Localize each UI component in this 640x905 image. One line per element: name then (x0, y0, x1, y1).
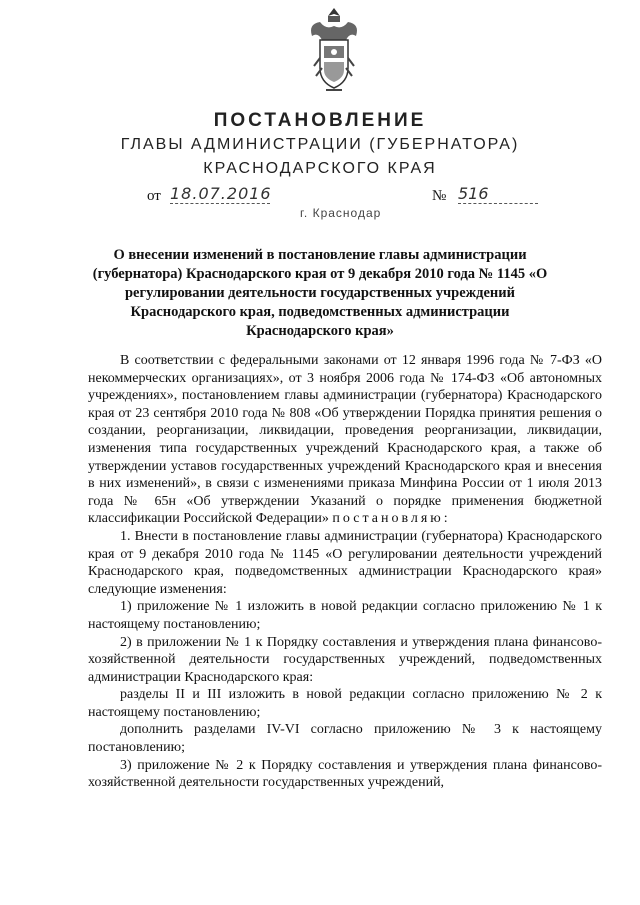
subitem-2b: дополнить разделами IV-VI согласно приложению № 3 к настоящему постановлению; (88, 722, 602, 756)
preamble-paragraph (88, 352, 602, 528)
subitem-1: 1) приложение № 1 изложить в новой редакции согласно приложению № 1 к настоящему постановлению; (88, 599, 602, 632)
document-body (88, 352, 602, 792)
subitem-2a: разделы II и III изложить в новой редакции согласно приложению № 2 к настоящему постановлению; (88, 687, 602, 720)
doc-type-heading: ПОСТАНОВЛЕНИЕ (213, 110, 427, 131)
date-number-line (0, 186, 640, 226)
resolve-word: постановляю: (332, 511, 451, 527)
date-prefix: от (147, 188, 161, 204)
region-heading: КРАСНОДАРСКОГО КРАЯ (203, 160, 437, 177)
handwritten-number: 516 (458, 184, 538, 204)
city-label: г. Краснодар (300, 206, 382, 220)
number-prefix: № (432, 188, 447, 204)
coat-of-arms-icon (306, 6, 362, 96)
item-1: 1. Внести в постановление главы администрации (губернатора) Краснодарского края от 9 декабря 2010 года № 1145 «О регулировании деятельности учреждений Краснодарского края, подведомственных администрации Краснодарского края» следующие изменения: (88, 528, 602, 597)
document-title: О внесении изменений в постановление главы администрации (губернатора) Краснодарского края от 9 декабря 2010 года № 1145 «О регулировании деятельности государственных учреждений Краснодарского края, подведомственных администрации Краснодарского края» (92, 247, 548, 339)
subitem-2: 2) в приложении № 1 к Порядку составления и утверждения плана финансово-хозяйственной деятельности государственных учреждений, подведомственных администрации Краснодарского края: (88, 634, 602, 685)
subitem-3: 3) приложение № 2 к Порядку составления и утверждения плана финансово-хозяйственной деятельности государственных учреждений, (88, 757, 602, 791)
authority-heading: ГЛАВЫ АДМИНИСТРАЦИИ (ГУБЕРНАТОРА) (120, 136, 520, 153)
handwritten-date: 18.07.2016 (170, 184, 272, 203)
preamble-text: В соответствии с федеральными законами от 12 января 1996 года № 7-ФЗ «О некоммерческих организациях», от 3 ноября 2006 года № 174-ФЗ «Об автономных учреждениях», постановлением главы администрации (губернатора) Краснодарского края от 23 сентября 2010 года № 808 «Об утверждении Порядка принятия решения о создании, реорганизации, ликвидации, проведения реорганизации, ликвидации, изменения типа государственных учреждений Краснодарского края, а также об утверждении уставов государственных учреждений Краснодарского края и внесения в них изменений», в связи с изменениями приказа Минфина России от 1 июля 2013 года № 65н «Об утверждении Указаний о порядке применения бюджетной классификации Российской Федерации» (88, 353, 602, 527)
